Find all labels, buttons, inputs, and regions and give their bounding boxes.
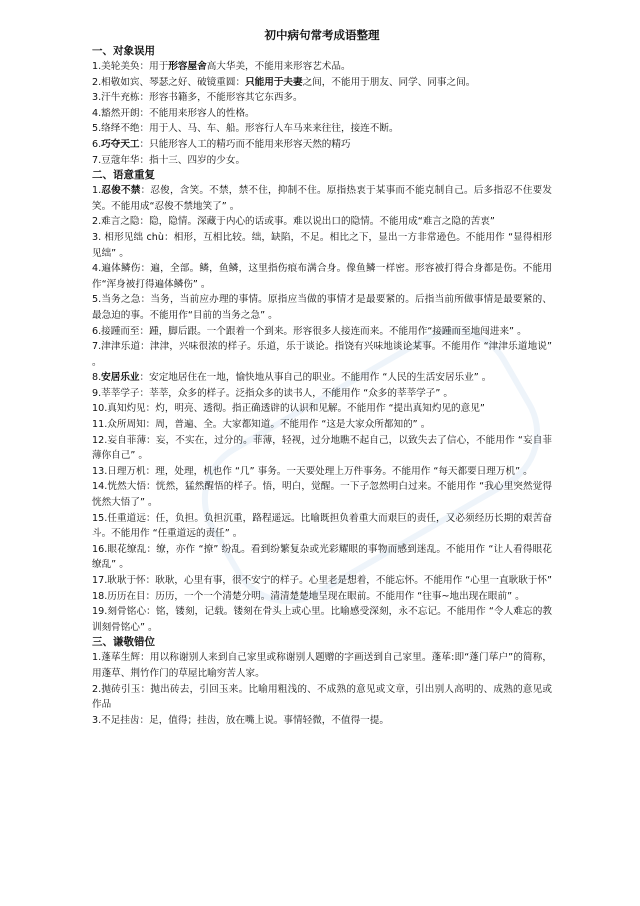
entry-text: 3.不足挂齿：足，值得；挂齿，放在嘴上说。事情轻微，不值得一提。 <box>92 714 389 726</box>
entry-emphasis: 安居乐业 <box>101 372 140 384</box>
entry-text: 12.妄自菲薄：妄，不实在，过分的。菲薄，轻视，过分地瞧不起自己，以致失去了信心，不能用作 “妄自菲薄你自己” 。 <box>92 434 552 462</box>
entry-text: 3.汗牛充栋：形容书籍多，不能形容其它东西多。 <box>92 92 303 104</box>
entry-text: 16.眼花缭乱：缭，亦作 “撩” 纷乱。看到纷繁复杂或光彩耀眼的事物而感到迷乱。不能用作 “让人看得眼花缭乱” 。 <box>92 543 552 571</box>
idiom-entry <box>92 75 552 91</box>
idiom-entry <box>92 401 552 417</box>
entry-text: 2.难言之隐：隐，隐情。深藏于内心的话或事。难以说出口的隐情。不能用成“难言之隐的苦衷” <box>92 216 495 228</box>
idiom-entry <box>92 324 552 340</box>
idiom-entry <box>92 121 552 137</box>
entry-text: 17.耿耿于怀：耿耿，心里有事，很不安宁的样子。心里老是想着，不能忘怀。不能用作 “心里一直耿耿于怀” <box>92 575 552 586</box>
entry-text: 7.豆蔻年华：指十三、四岁的少女。 <box>92 154 246 166</box>
entry-emphasis: 忍俊不禁 <box>101 185 141 197</box>
document-body <box>92 44 556 728</box>
entry-text: 1.美轮美奂：用于 <box>92 61 169 72</box>
idiom-entry <box>92 370 552 386</box>
entry-text: 1. <box>92 185 102 197</box>
section-heading: 一、对象误用 <box>92 45 155 57</box>
entry-text: 9.莘莘学子：莘莘，众多的样子。泛指众多的读书人，不能用作 “众多的莘莘学子” 。 <box>92 387 453 399</box>
idiom-entry <box>92 90 552 106</box>
idiom-entry <box>92 292 552 323</box>
entry-text: 2.抛砖引玉：抛出砖去，引回玉来。比喻用粗浅的、不成熟的意见或文章，引出别人高明的、成熟的意见或作品 <box>92 683 552 711</box>
idiom-entry <box>92 417 552 433</box>
idiom-entry <box>92 604 552 635</box>
entry-text: 19.刻骨铭心：铭，镂刻，记载。镂刻在骨头上或心里。比喻感受深刻，永不忘记。不能用作 “令人难忘的教训刻骨铭心” 。 <box>92 606 552 633</box>
entry-text: 1.蓬荜生辉：用以称谢别人来到自己家里或称谢别人题赠的字画送到自己家里。蓬荜:即“蓬门荜户”的简称，用蓬草、荆竹作门的草屋比喻穷苦人家。 <box>92 652 552 679</box>
idiom-entry <box>92 230 552 261</box>
entry-text: 7.津津乐道：津津，兴味很浓的样子。乐道，乐于谈论。指饶有兴味地谈论某事。不能用作 “津津乐道地说” 。 <box>92 341 556 368</box>
entry-text: 14.恍然大悟：恍然，猛然醒悟的样子。悟，明白，觉醒。一下子忽然明白过来。不能用作 “我心里突然觉得恍然大悟了” 。 <box>92 481 552 509</box>
idiom-entry <box>92 573 552 589</box>
entry-text: 8. <box>92 372 102 384</box>
section-heading: 三、谦敬错位 <box>92 636 155 649</box>
entry-emphasis: 形容屋舍 <box>168 61 207 72</box>
entry-text: 5.当务之急：当务，当前应办理的事情。原指应当做的事情才是最要紧的。后指当前所做事情是最要紧的、最急迫的事。不能用作“目前的当务之急” 。 <box>92 294 552 321</box>
entry-emphasis: 巧夺天工 <box>101 138 140 150</box>
entry-text: 4.豁然开朗：不能用来形容人的性格。 <box>92 107 255 119</box>
entry-text: 4.遍体鳞伤：遍，全部。鳞，鱼鳞，这里指伤痕布满合身。像鱼鳞一样密。形容被打得合身都是伤。不能用作“浑身被打得遍体鳞伤” 。 <box>92 263 552 290</box>
entry-text: 5.络绎不绝：用于人、马、车、船。形容行人车马来来往往，接连不断。 <box>92 123 399 135</box>
entry-text: 15.任重道远：任，负担。负担沉重，路程遥远。比喻既担负着重大而艰巨的责任，又必须经历长期的艰苦奋斗。不能用作 “任重道远的责任” 。 <box>92 512 552 540</box>
entry-text: 2.相敬如宾、琴瑟之好、破镜重圆： <box>92 76 246 88</box>
idiom-entry <box>92 713 552 729</box>
entry-emphasis: 只能用于夫妻 <box>245 76 303 88</box>
entry-text: 6.接踵而至：踵，脚后跟。一个跟着一个到来。形容很多人接连而来。不能用作“接踵而至地闯进来” 。 <box>92 325 527 337</box>
idiom-entry <box>92 106 552 122</box>
idiom-entry <box>92 214 552 230</box>
entry-text-tail: 高大华美，不能用来形容艺术品。 <box>206 61 351 72</box>
idiom-entry <box>92 542 552 573</box>
entry-text-tail: 之间，不能用于朋友、同学、同事之间。 <box>302 76 476 88</box>
idiom-entry <box>92 589 552 605</box>
idiom-entry <box>92 464 552 480</box>
entry-text-tail: ：只能形容人工的精巧而不能用来形容天然的精巧 <box>139 138 351 150</box>
idiom-entry <box>92 59 552 75</box>
section-heading: 二、语意重复 <box>92 169 155 182</box>
idiom-entry <box>92 137 552 153</box>
entry-text-tail: ：忍俊，含笑。不禁，禁不住，抑制不住。原指热衷于某事而不能克制自己。后多指忍不住要发笑。不能用成“忍俊不禁地笑了” 。 <box>92 185 553 212</box>
idiom-entry <box>92 153 552 169</box>
entry-text: 18.历历在目：历历，一个一个清楚分明。清清楚楚地呈现在眼前。不能用作 “往事~地出现在眼前” 。 <box>92 590 525 602</box>
idiom-entry <box>92 339 556 370</box>
entry-text: 6. <box>92 138 102 150</box>
idiom-entry <box>92 261 552 292</box>
page-title: 初中病句常考成语整理 <box>264 28 380 42</box>
idiom-entry <box>92 386 552 402</box>
entry-text-tail: ：安定地居住在一地，愉快地从事自己的职业。不能用作 “人民的生活安居乐业” 。 <box>139 372 492 384</box>
idiom-entry <box>92 682 552 713</box>
idiom-entry <box>92 479 552 510</box>
idiom-entry <box>92 511 552 542</box>
entry-text: 10.真知灼见：灼，明亮、透彻。指正确透辟的认识和见解。不能用作 “提出真知灼见的意见” <box>92 403 485 415</box>
entry-text: 11.众所周知：周，普遍、全。大家都知道。不能用作 “这是大家众所都知的” 。 <box>92 419 431 431</box>
entry-text: 3. 相形见绌 chù：相形，互相比较。绌，缺陷，不足。相比之下，显出一方非常逊色。不能用作 “显得相形见绌” 。 <box>92 231 552 259</box>
idiom-entry <box>92 433 552 464</box>
idiom-entry <box>92 183 552 214</box>
idiom-entry <box>92 650 552 681</box>
entry-text: 13.日理万机：理，处理，机也作 “几” 事务。一天要处理上万件事务。不能用作 “每天都要日理万机” 。 <box>92 465 533 477</box>
